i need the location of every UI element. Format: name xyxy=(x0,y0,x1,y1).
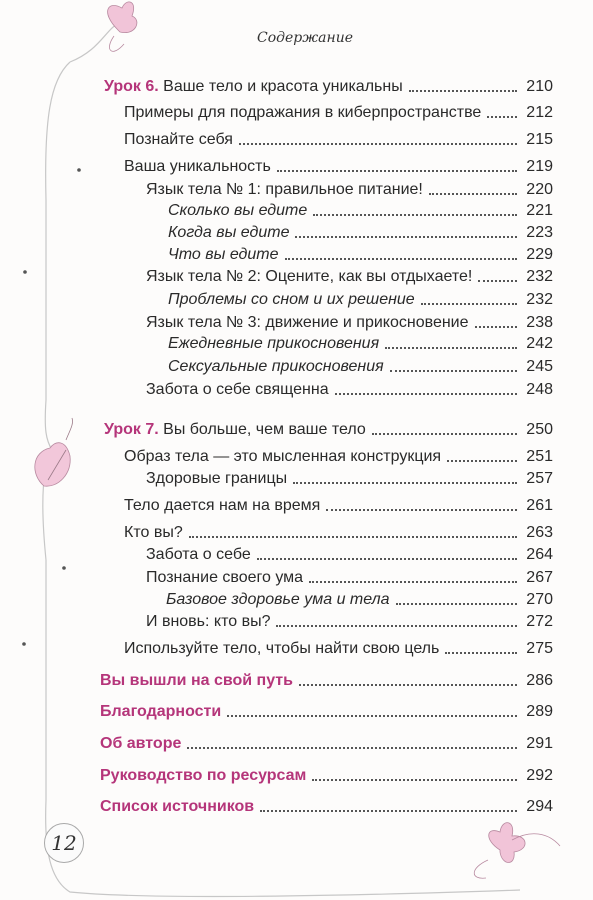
toc-page-number: 261 xyxy=(526,497,553,514)
toc-entry[interactable] xyxy=(124,448,553,466)
toc-entry[interactable] xyxy=(146,181,553,199)
toc-entry[interactable] xyxy=(168,358,553,376)
leader-dots xyxy=(312,778,517,781)
leader-dots xyxy=(326,508,517,511)
toc-entry-chapter[interactable] xyxy=(100,767,553,785)
leader-dots xyxy=(309,580,517,583)
leader-dots xyxy=(421,302,517,305)
toc-entry[interactable] xyxy=(124,497,553,515)
toc-entry[interactable] xyxy=(124,104,553,122)
toc-page-number: 215 xyxy=(526,131,553,148)
page-number-badge xyxy=(44,823,84,863)
toc-page-number: 232 xyxy=(526,291,553,308)
toc-entry-title: Кто вы? xyxy=(124,524,183,541)
leader-dots xyxy=(396,602,517,605)
toc-entry[interactable] xyxy=(168,202,553,220)
toc-entry-title: Благодарности xyxy=(100,703,222,720)
toc-entry-title: Примеры для подражания в киберпространстве xyxy=(124,104,482,121)
leaf-middle-icon xyxy=(35,418,73,486)
toc-entry-chapter[interactable] xyxy=(100,798,553,816)
toc-page-number: 267 xyxy=(526,569,553,586)
leader-dots xyxy=(372,432,517,435)
leader-dots xyxy=(293,481,517,484)
toc-entry[interactable] xyxy=(124,524,553,542)
toc-page-number: 245 xyxy=(526,358,553,375)
leader-dots xyxy=(313,213,517,216)
toc-entry-title: Ваше тело и красота уникальны xyxy=(163,78,403,95)
toc-entry-title: Сексуальные прикосновения xyxy=(168,358,384,375)
toc-page-number: 270 xyxy=(526,591,553,608)
toc-entry[interactable] xyxy=(124,131,553,149)
toc-page-number: 264 xyxy=(526,546,553,563)
toc-entry-title: Вы вышли на свой путь xyxy=(100,672,293,689)
toc-entry[interactable] xyxy=(146,314,553,332)
toc-entry-title: Сколько вы едите xyxy=(168,202,308,219)
toc-entry[interactable] xyxy=(168,335,553,353)
toc-page-number: 229 xyxy=(526,246,553,263)
toc-page-number: 242 xyxy=(526,335,553,352)
toc-entry-title: И вновь: кто вы? xyxy=(146,613,271,630)
toc-entry-title: Когда вы едите xyxy=(168,224,290,241)
leader-dots xyxy=(335,392,517,395)
toc-page-number: 248 xyxy=(526,381,553,398)
page-number: 12 xyxy=(51,831,77,855)
toc-entry-chapter[interactable] xyxy=(100,672,553,690)
toc-page-number: 294 xyxy=(526,798,553,815)
toc-page-number: 210 xyxy=(526,78,553,95)
toc-entry[interactable] xyxy=(168,291,553,309)
toc-entry-title: Познание своего ума xyxy=(146,569,304,586)
toc-entry-title: Ваша уникальность xyxy=(124,158,271,175)
leader-dots xyxy=(257,557,517,560)
toc-entry-title: Вы больше, чем ваше тело xyxy=(163,421,366,438)
leader-dots xyxy=(295,235,517,238)
toc-entry-lesson-7[interactable] xyxy=(104,421,553,439)
toc-entry-title: Используйте тело, чтобы найти свою цель xyxy=(124,640,440,657)
leader-dots xyxy=(487,115,517,118)
toc-entry[interactable] xyxy=(146,546,553,564)
toc-page-number: 263 xyxy=(526,524,553,541)
toc-entry-chapter[interactable] xyxy=(100,703,553,721)
toc-entry-title: Язык тела № 3: движение и прикосновение xyxy=(146,314,469,331)
toc-page-number: 220 xyxy=(526,181,553,198)
toc-entry-title: Язык тела № 1: правильное питание! xyxy=(146,181,423,198)
toc-entry-title: Познайте себя xyxy=(124,131,233,148)
toc-entry-title: Проблемы со сном и их решение xyxy=(168,291,415,308)
toc-page-number: 286 xyxy=(526,672,553,689)
toc-entry[interactable] xyxy=(146,613,553,631)
leader-dots xyxy=(276,624,517,627)
leader-dots xyxy=(409,89,517,92)
toc-entry[interactable] xyxy=(124,640,553,658)
leader-dots xyxy=(445,651,517,654)
toc-page-number: 251 xyxy=(526,448,553,465)
toc-entry[interactable] xyxy=(146,569,553,587)
leader-dots xyxy=(260,809,517,812)
toc-entry-title: Забота о себе xyxy=(146,546,251,563)
toc-entry[interactable] xyxy=(146,381,553,399)
toc-page-number: 238 xyxy=(526,314,553,331)
leader-dots xyxy=(239,142,517,145)
running-header-title: Содержание xyxy=(256,30,354,46)
toc-entry[interactable] xyxy=(168,224,553,242)
leader-dots xyxy=(187,746,517,749)
leader-dots xyxy=(478,279,517,282)
toc-page-number: 292 xyxy=(526,767,553,784)
toc-entry-title: Здоровые границы xyxy=(146,470,288,487)
toc-entry[interactable] xyxy=(166,591,553,609)
toc-entry-title: Список источников xyxy=(100,798,255,815)
leader-dots xyxy=(390,369,517,372)
toc-entry-title: Руководство по ресурсам xyxy=(100,767,307,784)
leader-dots xyxy=(447,459,517,462)
leader-dots xyxy=(277,169,517,172)
toc-page-number: 257 xyxy=(526,470,553,487)
toc-entry[interactable] xyxy=(146,470,553,488)
toc-page-number: 250 xyxy=(526,421,553,438)
toc-entry-chapter[interactable] xyxy=(100,735,553,753)
toc-entry[interactable] xyxy=(168,246,553,264)
leader-dots xyxy=(385,346,517,349)
toc-entry-title: Базовое здоровье ума и тела xyxy=(166,591,390,608)
toc-entry-title: Об авторе xyxy=(100,735,182,752)
toc-page-number: 219 xyxy=(526,158,553,175)
toc-page-number: 232 xyxy=(526,268,553,285)
lesson-label: Урок 7. xyxy=(104,421,159,438)
leader-dots xyxy=(475,325,517,328)
toc-entry-title: Тело дается нам на время xyxy=(124,497,321,514)
toc-page-number: 221 xyxy=(526,202,553,219)
flower-bottom-icon xyxy=(474,823,560,879)
lesson-label: Урок 6. xyxy=(104,78,159,95)
toc-entry-lesson-6[interactable] xyxy=(104,78,553,96)
toc-entry-title: Язык тела № 2: Оцените, как вы отдыхаете! xyxy=(146,268,473,285)
leader-dots xyxy=(189,535,517,538)
toc-page-number: 291 xyxy=(526,735,553,752)
toc-page-number: 275 xyxy=(526,640,553,657)
toc-entry[interactable] xyxy=(124,158,553,176)
leader-dots xyxy=(285,257,517,260)
toc-entry-title: Ежедневные прикосновения xyxy=(168,335,380,352)
toc-page-number: 223 xyxy=(526,224,553,241)
toc-entry-title: Образ тела — это мысленная конструкция xyxy=(124,448,442,465)
toc-page-number: 272 xyxy=(526,613,553,630)
toc-entry[interactable] xyxy=(146,268,553,286)
toc-entry-title: Забота о себе священна xyxy=(146,381,329,398)
leader-dots xyxy=(299,683,517,686)
toc-page-number: 289 xyxy=(526,703,553,720)
toc-page-number: 212 xyxy=(526,104,553,121)
toc-entry-title: Что вы едите xyxy=(168,246,279,263)
leader-dots xyxy=(429,192,517,195)
flower-top-icon xyxy=(108,2,137,51)
leader-dots xyxy=(227,714,517,717)
